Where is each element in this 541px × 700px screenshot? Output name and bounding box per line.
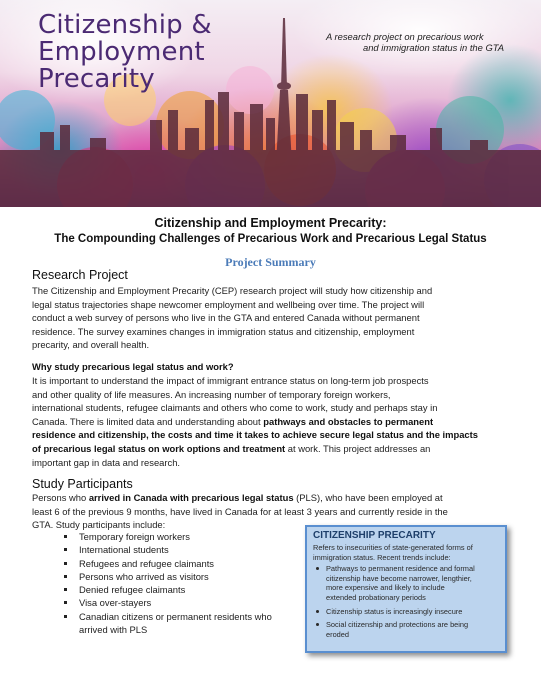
sidebar-item-line: eroded — [326, 629, 350, 639]
paragraph-line: conduct a web survey of persons who live in the GTA and entered Canada without permanent — [32, 312, 420, 324]
list-item: Visa over-stayers — [62, 596, 272, 609]
sidebar-list — [313, 564, 500, 639]
emphasis-text: residence and citizenship, the costs and time it takes to achieve secure legal status and the impacts — [32, 429, 478, 441]
document-title: Citizenship and Employment Precarity: — [154, 216, 387, 230]
banner-title-line: Citizenship & — [38, 10, 212, 40]
paragraph-line: It is important to understand the impact of immigrant entrance status on long-term job prospects — [32, 375, 429, 386]
list-item: Refugees and refugee claimants — [62, 557, 272, 570]
paragraph-line: important gap in data and research. — [32, 456, 181, 468]
paragraph-line: international students, refugee claimants and others who come to work, study and perhaps stay in — [32, 402, 438, 414]
list-item-continuation: arrived with PLS — [79, 624, 148, 636]
sidebar-intro-line: immigration status. Recent trends include: — [313, 552, 451, 562]
paragraph-line: GTA. Study participants include: — [32, 519, 166, 531]
document-subtitle: The Compounding Challenges of Precarious Work and Precarious Legal Status — [54, 233, 487, 245]
sidebar-intro — [313, 543, 500, 562]
list-item: Temporary foreign workers — [62, 530, 272, 543]
sidebar-item-line: Social citizenship and protections are being — [326, 620, 469, 630]
paragraph-line — [32, 442, 492, 456]
sidebar-item-line: Citizenship status is increasingly insecure — [326, 606, 463, 616]
study-participants-heading: Study Participants — [32, 477, 133, 491]
emphasis-text: pathways and obstacles to permanent — [263, 415, 434, 427]
banner-title-line: Employment — [38, 37, 205, 67]
banner-tagline-line: A research project on precarious work — [326, 31, 484, 42]
banner-tagline-line: and immigration status in the GTA — [363, 42, 505, 53]
sidebar-title: CITIZENSHIP PRECARITY — [313, 530, 436, 541]
sidebar-list-item — [313, 607, 500, 617]
sidebar-item-line: extended probationary periods — [326, 592, 426, 602]
citizenship-precarity-box — [305, 525, 507, 653]
sidebar-item-line: citizenship have become narrower, lengthier, — [326, 573, 472, 583]
list-item: International students — [62, 543, 272, 556]
list-item: Persons who arrived as visitors — [62, 570, 272, 583]
sidebar-intro-line: Refers to insecurities of state-generated forms of — [313, 543, 473, 552]
sidebar-item-line: Pathways to permanent residence and formal — [326, 564, 475, 574]
text-run: at work. This project addresses an — [285, 442, 431, 454]
emphasis-text: arrived in Canada with precarious legal status — [88, 492, 294, 503]
why-study-paragraph — [32, 374, 492, 469]
paragraph-line: The Citizenship and Employment Precarity (CEP) research project will study how citizenship and — [32, 285, 433, 296]
paragraph-line: residence. The survey examines changes in immigration status and citizenship, employment — [32, 325, 415, 337]
participants-list — [62, 530, 272, 636]
sidebar-list-item — [313, 620, 500, 639]
paragraph-line — [32, 491, 492, 505]
section-label: Project Summary — [225, 255, 316, 269]
header-banner — [0, 0, 541, 207]
sidebar-item-line: more expensive and likely to include — [326, 583, 445, 593]
paragraph-line — [32, 428, 492, 442]
emphasis-text: of precarious legal status on work options and treatment — [32, 442, 286, 454]
banner-title-line: Precarity — [38, 64, 155, 94]
why-study-heading: Why study precarious legal status and work? — [32, 361, 234, 372]
paragraph-line: legal status trajectories shape newcomer employment and wellbeing over time. The project will — [32, 298, 425, 310]
list-item: Canadian citizens or permanent residents who — [62, 610, 272, 623]
banner-tagline — [326, 31, 504, 53]
research-project-heading: Research Project — [32, 268, 128, 282]
paragraph-line — [32, 415, 492, 429]
banner-title — [38, 12, 212, 93]
list-item: Denied refugee claimants — [62, 583, 272, 596]
text-run: Persons who — [32, 492, 89, 503]
paragraph-line: and other quality of life measures. An increasing number of temporary foreign workers, — [32, 388, 391, 400]
text-run: (PLS), who have been employed at — [293, 492, 443, 503]
paragraph-line: least 6 of the previous 9 months, have lived in Canada for at least 3 years and currently reside in the — [32, 505, 448, 517]
paragraph-line: precarity, and overall health. — [32, 339, 150, 351]
research-project-paragraph — [32, 284, 492, 352]
text-run: Canada. There is limited data and understanding about — [32, 415, 264, 427]
sidebar-list-item — [313, 564, 500, 602]
